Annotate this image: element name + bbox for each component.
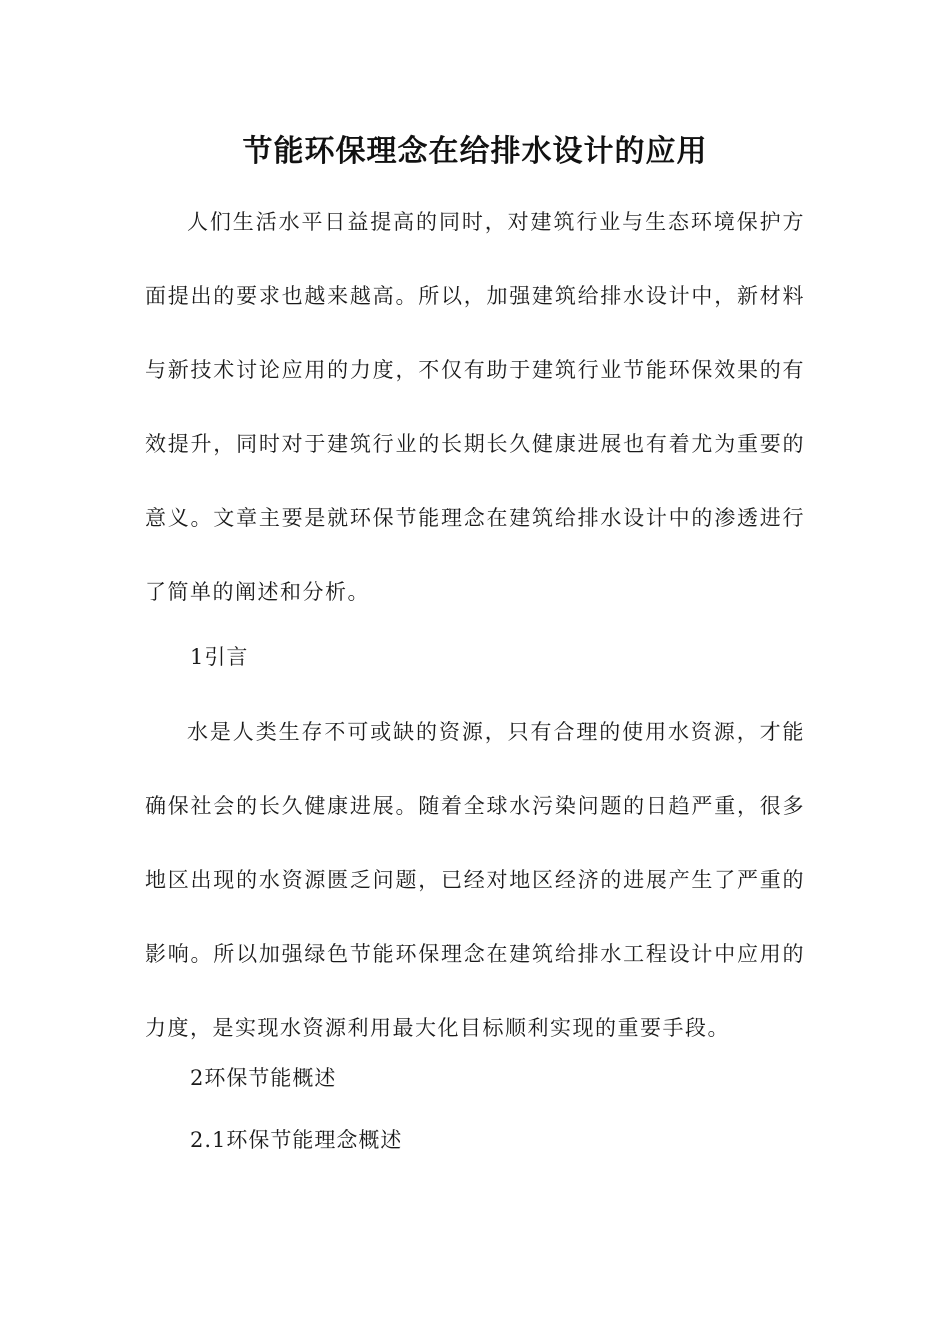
- section-2-heading: 2环保节能概述: [190, 1066, 337, 1090]
- section-1-heading: 1引言: [190, 645, 249, 669]
- abstract-paragraph: 人们生活水平日益提高的同时，对建筑行业与生态环境保护方面提出的要求也越来越高。所以，加强建筑给排水设计中，新材料与新技术讨论应用的力度，不仅有助于建筑行业节能环保效果的有效提升，同时对于建筑行业的长期长久健康进展也有着尤为重要的意义。文章主要是就环保节能理念在建筑给排水设计中的渗透进行了简单的阐述和分析。: [145, 210, 805, 604]
- document-title: 节能环保理念在给排水设计的应用: [242, 134, 708, 169]
- section-2-1-heading: 2.1环保节能理念概述: [190, 1128, 403, 1152]
- section-1-paragraph: 水是人类生存不可或缺的资源，只有合理的使用水资源，才能确保社会的长久健康进展。随着全球水污染问题的日趋严重，很多地区出现的水资源匮乏问题，已经对地区经济的进展产生了严重的影响。所以加强绿色节能环保理念在建筑给排水工程设计中应用的力度，是实现水资源利用最大化目标顺利实现的重要手段。: [145, 720, 805, 1040]
